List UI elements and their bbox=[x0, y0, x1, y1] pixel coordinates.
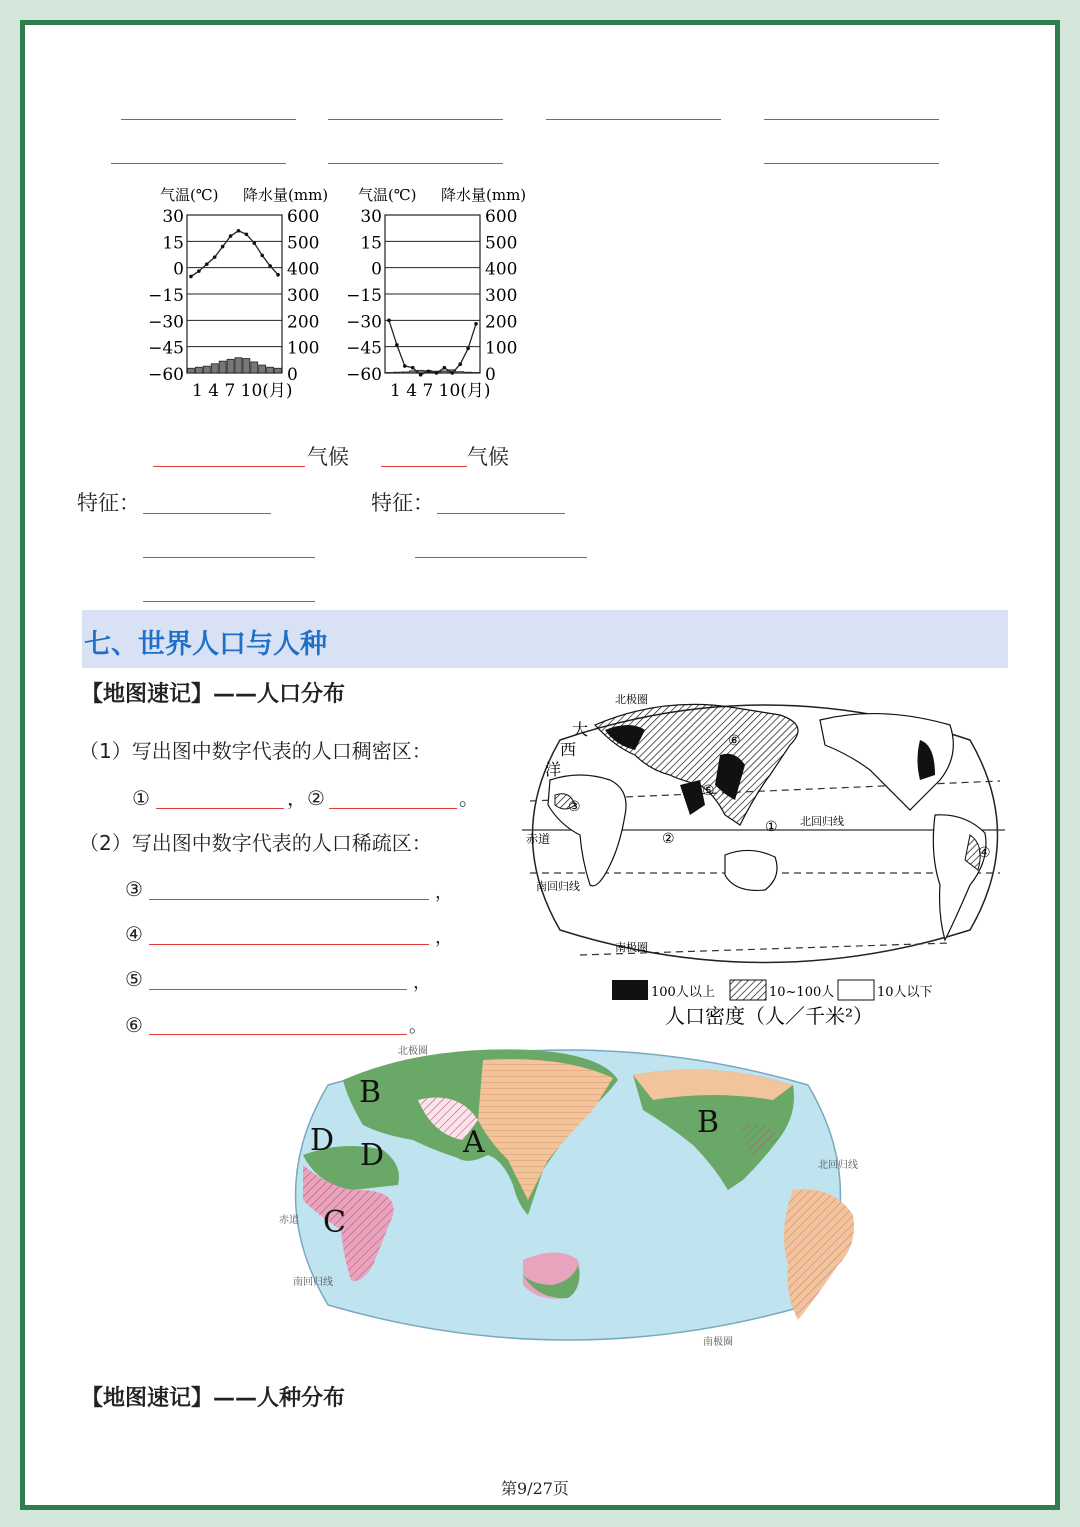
temp-point bbox=[268, 264, 272, 268]
mark-5: ⑤ bbox=[702, 783, 715, 799]
precip-bar bbox=[386, 372, 393, 373]
precip-tick-label: 200 bbox=[287, 312, 320, 333]
temp-point bbox=[411, 366, 415, 370]
temp-point bbox=[213, 255, 217, 259]
temp-point bbox=[205, 262, 209, 266]
label-equator: 赤道 bbox=[526, 832, 551, 846]
temp-tick-label: 30 bbox=[360, 207, 382, 227]
precip-tick-label: 100 bbox=[287, 338, 320, 359]
precip-bar bbox=[219, 361, 226, 373]
precip-bar bbox=[211, 364, 218, 373]
temp-tick-label: −30 bbox=[346, 312, 382, 333]
label-arctic: 北极圈 bbox=[615, 693, 648, 706]
climate-answer-1[interactable] bbox=[153, 466, 305, 467]
temp-tick-label: −15 bbox=[148, 286, 184, 306]
precip-tick-label: 0 bbox=[287, 365, 298, 385]
label-antarctic: 南极圈 bbox=[615, 941, 648, 954]
precip-tick-label: 300 bbox=[485, 286, 518, 306]
precip-tick-label: 600 bbox=[485, 207, 518, 227]
temp-axis-title: 气温(℃) bbox=[160, 186, 219, 204]
temp-tick-label: −30 bbox=[148, 312, 184, 333]
population-density-map bbox=[520, 685, 1010, 1030]
precip-tick-label: 600 bbox=[287, 207, 320, 227]
answer-line[interactable] bbox=[764, 163, 939, 164]
precip-bar bbox=[251, 362, 258, 373]
temp-point bbox=[387, 319, 391, 323]
separator-marker-2: ，② bbox=[287, 786, 325, 810]
feature-answer-1[interactable] bbox=[143, 513, 271, 514]
answer-sparse-6[interactable] bbox=[149, 1034, 407, 1035]
answer-dense-2[interactable] bbox=[329, 808, 457, 809]
answer-line[interactable] bbox=[546, 119, 721, 120]
precip-bar bbox=[203, 366, 210, 373]
precip-bar bbox=[473, 372, 480, 373]
temp-tick-label: −60 bbox=[148, 365, 184, 385]
worksheet-page bbox=[20, 20, 1060, 1510]
precip-tick-label: 0 bbox=[485, 365, 496, 385]
south-america-stripes bbox=[784, 1189, 854, 1320]
feature-answer-line[interactable] bbox=[415, 557, 587, 558]
temp-point bbox=[276, 273, 280, 277]
month-axis-label: 1 4 7 10(月) bbox=[390, 381, 491, 401]
temp-axis-title: 气温(℃) bbox=[358, 186, 417, 204]
climate-chart-2 bbox=[338, 180, 533, 405]
answer-sparse-3[interactable] bbox=[149, 899, 429, 900]
comma: ， bbox=[435, 927, 453, 948]
temp-tick-label: −60 bbox=[346, 365, 382, 385]
precip-axis-title: 降水量(mm) bbox=[243, 186, 329, 204]
label-ocean-3: 洋 bbox=[545, 760, 562, 779]
temp-tick-label: −45 bbox=[346, 338, 382, 359]
section-title: 七、世界人口与人种 bbox=[84, 629, 327, 660]
label-antarctic: 南极圈 bbox=[703, 1337, 733, 1348]
race-letter-b-america: B bbox=[697, 1105, 720, 1140]
temp-tick-label: 30 bbox=[162, 207, 184, 227]
map-heading-population: 【地图速记】——人口分布 bbox=[81, 682, 346, 707]
comma: ， bbox=[435, 882, 453, 903]
temp-point bbox=[458, 362, 462, 366]
legend-title: 人口密度（人／千米²） bbox=[665, 1004, 874, 1028]
climate-answer-2[interactable] bbox=[381, 466, 467, 467]
precip-bar bbox=[267, 367, 274, 373]
temp-tick-label: 15 bbox=[360, 233, 382, 254]
marker-4: ④ bbox=[125, 922, 143, 946]
legend-dense-label: 100人以上 bbox=[651, 985, 715, 1000]
answer-dense-1[interactable] bbox=[156, 808, 284, 809]
precip-tick-label: 100 bbox=[485, 338, 518, 359]
feature-answer-line[interactable] bbox=[143, 557, 315, 558]
precip-bar bbox=[227, 359, 234, 373]
comma: ， bbox=[413, 972, 431, 993]
temp-tick-label: −45 bbox=[148, 338, 184, 359]
feature-label-2: 特征： bbox=[371, 491, 434, 515]
legend-swatch-dense bbox=[612, 980, 648, 1000]
temp-point bbox=[419, 373, 423, 377]
answer-sparse-4[interactable] bbox=[149, 944, 429, 945]
answer-sparse-5[interactable] bbox=[149, 989, 407, 990]
precip-tick-label: 400 bbox=[287, 259, 320, 280]
temp-point bbox=[443, 366, 447, 370]
climate-suffix-1: 气候 bbox=[307, 445, 349, 469]
precip-tick-label: 300 bbox=[287, 286, 320, 306]
marker-6: ⑥ bbox=[125, 1013, 143, 1037]
label-tropic-south: 南回归线 bbox=[536, 880, 580, 893]
legend-swatch-sparse bbox=[838, 980, 874, 1000]
temp-point bbox=[229, 234, 233, 238]
section-banner bbox=[82, 610, 1008, 668]
climate-suffix-2: 气候 bbox=[467, 445, 509, 469]
legend-medium-label: 10~100人 bbox=[769, 985, 835, 1000]
precip-bar bbox=[409, 371, 416, 373]
question-1: （1）写出图中数字代表的人口稠密区： bbox=[79, 739, 432, 763]
precip-bar bbox=[393, 372, 400, 373]
mark-4: ④ bbox=[978, 845, 991, 861]
temp-point bbox=[189, 275, 193, 279]
precip-bar bbox=[188, 368, 195, 373]
australia-land bbox=[725, 850, 777, 890]
temp-point bbox=[474, 322, 478, 326]
answer-line[interactable] bbox=[328, 163, 503, 164]
temp-point bbox=[245, 233, 249, 237]
climate-chart-1 bbox=[140, 180, 335, 405]
marker-5: ⑤ bbox=[125, 967, 143, 991]
label-tropic-north: 北回归线 bbox=[800, 815, 844, 828]
precip-tick-label: 500 bbox=[287, 233, 320, 254]
label-tropic-north: 北回归线 bbox=[818, 1160, 858, 1171]
mark-6: ⑥ bbox=[728, 733, 741, 749]
temp-point bbox=[450, 371, 454, 375]
mark-1: ① bbox=[765, 819, 778, 835]
race-letter-d-1: D bbox=[310, 1123, 335, 1158]
label-ocean-2: 西 bbox=[560, 740, 577, 759]
temp-point bbox=[260, 254, 264, 258]
marker-3: ③ bbox=[125, 877, 143, 901]
precip-bar bbox=[465, 372, 472, 373]
month-axis-label: 1 4 7 10(月) bbox=[192, 381, 293, 401]
race-letter-b-europe: B bbox=[359, 1075, 382, 1110]
period: 。 bbox=[409, 1016, 427, 1037]
race-distribution-map bbox=[273, 1040, 863, 1350]
period: 。 bbox=[459, 786, 479, 810]
temp-point bbox=[197, 269, 201, 273]
label-tropic-south: 南回归线 bbox=[293, 1277, 333, 1288]
temperature-line bbox=[191, 231, 278, 277]
temp-point bbox=[237, 229, 241, 233]
temp-point bbox=[427, 369, 431, 373]
answer-line[interactable] bbox=[764, 119, 939, 120]
answer-line[interactable] bbox=[121, 119, 296, 120]
temp-tick-label: −15 bbox=[346, 286, 382, 306]
temp-point bbox=[221, 245, 225, 249]
race-letter-d-2: D bbox=[360, 1138, 385, 1173]
feature-answer-2[interactable] bbox=[437, 513, 565, 514]
answer-line[interactable] bbox=[111, 163, 286, 164]
temp-point bbox=[395, 343, 399, 347]
feature-answer-line[interactable] bbox=[143, 601, 315, 602]
precip-axis-title: 降水量(mm) bbox=[441, 186, 527, 204]
map-heading-race: 【地图速记】——人种分布 bbox=[81, 1386, 346, 1411]
precip-bar bbox=[441, 371, 448, 373]
precip-bar bbox=[275, 368, 282, 373]
precip-bar bbox=[401, 372, 408, 373]
precip-tick-label: 200 bbox=[485, 312, 518, 333]
temp-point bbox=[435, 371, 439, 375]
temp-point bbox=[403, 364, 407, 368]
feature-label-1: 特征： bbox=[77, 491, 140, 515]
label-ocean-1: 大 bbox=[572, 720, 589, 739]
mark-2: ② bbox=[662, 831, 675, 847]
precip-bar bbox=[195, 367, 202, 373]
precip-tick-label: 400 bbox=[485, 259, 518, 280]
mark-3: ③ bbox=[568, 799, 581, 815]
marker-1: ① bbox=[132, 786, 150, 810]
precip-bar bbox=[243, 359, 250, 373]
temp-tick-label: 0 bbox=[371, 259, 382, 280]
legend-sparse-label: 10人以下 bbox=[877, 985, 933, 1000]
precip-tick-label: 500 bbox=[485, 233, 518, 254]
race-letter-c: C bbox=[323, 1205, 346, 1240]
temp-tick-label: 0 bbox=[173, 259, 184, 280]
label-equator: 赤道 bbox=[279, 1215, 299, 1226]
precip-bar bbox=[259, 365, 266, 373]
precip-bar bbox=[235, 358, 242, 373]
page-number: 第9/27页 bbox=[501, 1479, 569, 1498]
legend-swatch-medium bbox=[730, 980, 766, 1000]
question-2: （2）写出图中数字代表的人口稀疏区： bbox=[79, 831, 432, 855]
temperature-line bbox=[389, 320, 476, 374]
precip-bar bbox=[457, 372, 464, 373]
temp-tick-label: 15 bbox=[162, 233, 184, 254]
label-arctic: 北极圈 bbox=[398, 1046, 428, 1057]
temp-point bbox=[466, 347, 470, 351]
temp-point bbox=[252, 241, 256, 245]
answer-line[interactable] bbox=[328, 119, 503, 120]
race-letter-a: A bbox=[463, 1125, 485, 1160]
